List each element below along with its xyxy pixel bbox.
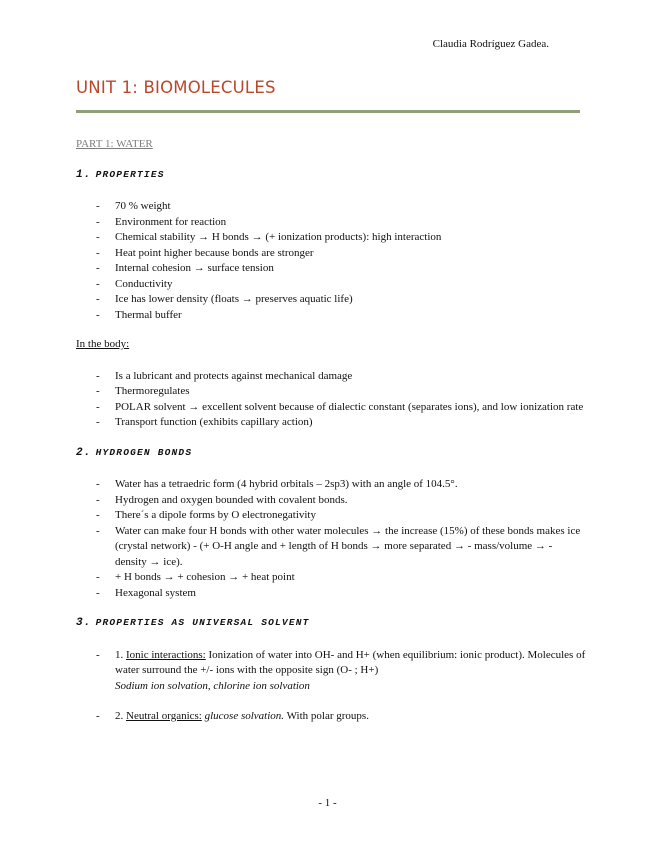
page-number: - 1 -: [318, 797, 337, 809]
in-the-body-list: [76, 369, 586, 431]
list-item: - Hexagonal system: [96, 586, 196, 599]
list-item: - Conductivity: [96, 277, 173, 290]
list-item: - Hydrogen and oxygen bounded with covalent bonds.: [96, 493, 348, 506]
section-number: 2.: [76, 446, 92, 459]
list-item: - Environment for reaction: [96, 215, 227, 228]
list-item-neutral-organics: - 2. Neutral organics: glucose solvation. With polar groups.: [96, 710, 369, 722]
list-item: - POLAR solvent → excellent solvent because of dialectic constant (separates ions), and low ionization rate: [96, 400, 584, 413]
list-item: - There´s a dipole forms by O electronegativity: [96, 509, 316, 521]
section-number: 1.: [76, 168, 92, 181]
section-heading-hydrogen-bonds: [76, 445, 586, 462]
list-item: - Chemical stability → H bonds → (+ ionization products): high interaction: [96, 231, 442, 243]
list-item: - Internal cohesion → surface tension: [96, 262, 274, 274]
author-name: Claudia Rodríguez Gadea.: [432, 38, 549, 50]
section-heading-universal-solvent: [76, 615, 586, 632]
list-item: - + H bonds → + cohesion → + heat point: [96, 571, 295, 583]
list-item: - 70 % weight: [96, 200, 171, 212]
list-item: - Is a lubricant and protects against mechanical damage: [96, 369, 353, 382]
section-title: HYDROGEN BONDS: [95, 446, 193, 458]
document-body: [76, 137, 586, 725]
list-item: - Heat point higher because bonds are stronger: [96, 246, 314, 259]
section-heading-properties: [76, 167, 586, 184]
in-the-body-subheading: In the body:: [76, 338, 130, 350]
section-title: PROPERTIES: [95, 168, 165, 180]
list-item: - Ice has lower density (floats → preserves aquatic life): [96, 293, 353, 305]
list-item: - Water can make four H bonds with other water molecules → the increase (15%) of these bonds makes ice (crystal network) - (+ O-H angle and + length of H bonds → more separated → - mass/volume → - density → ice).: [96, 524, 581, 568]
list-item: - Thermal buffer: [96, 308, 182, 321]
list-item-ionic-interactions: - 1. Ionic interactions: Ionization of water into OH- and H+ (when equilibrium: ionic product). Molecules of water surround the +/- ions with the opposite sign (O- ; H+) Sodium ion solvation, chlorine ion solvation: [96, 648, 586, 692]
title-divider: [76, 110, 580, 113]
properties-list: [76, 199, 586, 323]
hydrogen-bonds-list: [76, 477, 586, 601]
section-number: 3.: [76, 617, 92, 629]
list-item: - Thermoregulates: [96, 385, 190, 397]
part-heading: PART 1: WATER: [76, 138, 153, 150]
universal-solvent-list: [76, 648, 586, 725]
list-item: - Transport function (exhibits capillary action): [96, 416, 313, 428]
unit-title: UNIT 1: BIOMOLECULES: [76, 78, 276, 97]
section-title: PROPERTIES AS UNIVERSAL SOLVENT: [95, 617, 310, 628]
list-item: - Water has a tetraedric form (4 hybrid orbitals – 2sp3) with an angle of 104.5°.: [96, 478, 458, 490]
